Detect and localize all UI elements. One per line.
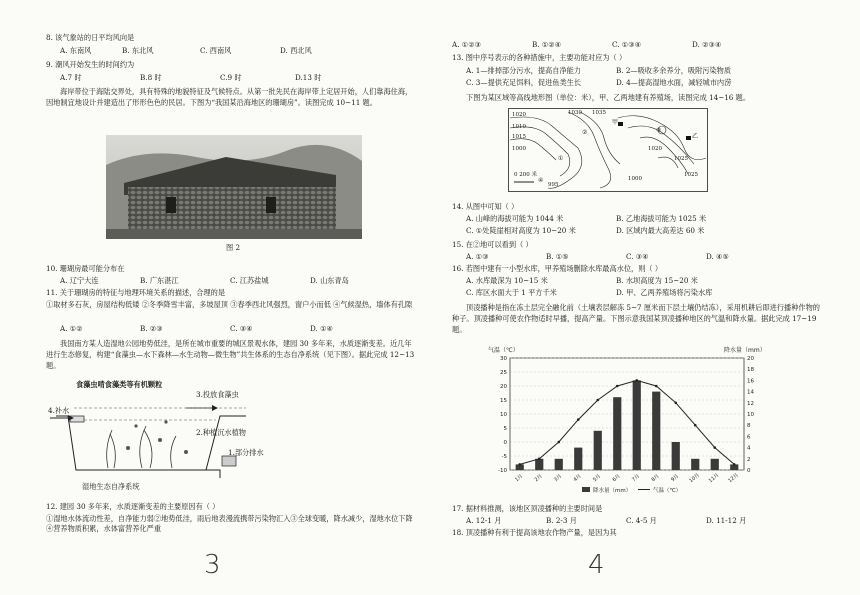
- chart-ytick-left: 30: [500, 356, 507, 362]
- q13-opt-b[interactable]: B. 2—吸收多余养分，吸附污染物质: [616, 66, 732, 75]
- contour-label-1015: 1015: [512, 134, 526, 140]
- chart-xtick: 6月: [611, 473, 622, 484]
- q13-opt-d[interactable]: D. 4—提高湿地水面，减轻城市内涝: [616, 78, 732, 87]
- q12-statements: ①湿地水体流动性差，自净能力弱②地势低洼，雨后地表漫流携带污染物汇入③全球变暖，降水减少，湿地水位下降④营养物质积累，水体富营养化严重: [46, 514, 413, 533]
- q16-stem: 16. 若图中建有一小型水库，甲养殖场删除水库最高水位，则（ ）: [452, 264, 663, 273]
- q14-opt-b[interactable]: B. 乙地海拔可能为 1025 米: [616, 214, 707, 223]
- passage-early-sowing: 顶凌播种是指在冻土层完全融化前（土壤表层解冻 5~7 厘米而下层土壤仍结冻），采用机耕后即进行播种作物的种子。顶凌播种可使农作物适时早播，提高产量。下图示意我国某顶凌播种地区的气温和降水量。据此完成 17~19 题。: [452, 303, 820, 334]
- chart-ytick-right: 8: [747, 423, 751, 430]
- q11-opt-c[interactable]: C. ③④: [230, 324, 253, 333]
- q17-opt-b[interactable]: B. 2-3 月: [546, 516, 577, 525]
- chart-xtick: 10月: [688, 472, 701, 485]
- q14-opt-a[interactable]: A. 山峰的海拔可能为 1044 米: [466, 214, 564, 223]
- precip-bar-2: [535, 459, 543, 470]
- q11-opt-a[interactable]: A. ①②: [60, 324, 83, 333]
- passage-coral-house: 海岸带位于海陆交界处，具有特殊的地貌特征及气候特点。从第一批先民在海岸带上定居开始，人们靠海住海，因地制宜地设计并建造出了形形色色的民居。下图为“我国某沿海地区的珊瑚房”。读图完成 10~11 题。: [46, 87, 413, 107]
- q16-opt-b[interactable]: B. 水坝高度为 15~20 米: [616, 276, 698, 285]
- q17-options: [466, 516, 826, 526]
- chart-xtick: 8月: [650, 473, 661, 484]
- chart-ylabel-right: 降水量（mm）: [724, 347, 766, 354]
- q16-opt-d[interactable]: D. 甲、乙两养殖场将污染水库: [616, 288, 713, 297]
- q14-stem: 14. 从图中可知（ ）: [452, 202, 519, 211]
- q12-stem: 12. 建园 30 多年来，水质逐渐变差的主要原因有（ ）: [46, 502, 220, 511]
- contour-label-1010: 1010: [512, 124, 526, 130]
- precip-bar-9: [672, 442, 680, 470]
- q16-opt-a[interactable]: A. 水库最深为 10~15 米: [466, 276, 548, 285]
- chart-ytick-right: 14: [747, 389, 754, 396]
- temperature-point-10: [694, 424, 697, 427]
- q15-opt-a[interactable]: A. ①③: [466, 252, 489, 261]
- chart-xtick: 5月: [592, 473, 603, 484]
- diagram-caption: 湿地生态自净系统: [82, 482, 140, 491]
- chart-ytick-left: 5: [503, 426, 507, 432]
- chart-ytick-right: 0: [747, 468, 751, 474]
- precip-bar-3: [555, 459, 563, 470]
- temperature-point-4: [577, 418, 580, 421]
- precip-bar-4: [574, 448, 582, 470]
- chart-ytick-left: 25: [500, 370, 507, 376]
- diagram-label-plant: 2.种植沉水植物: [196, 428, 246, 437]
- contour-label-site3: ③: [656, 127, 662, 134]
- chart-ytick-right: 2: [747, 456, 751, 463]
- chart-ytick-left: 20: [500, 384, 507, 390]
- precip-bar-8: [652, 392, 660, 470]
- q10-stem: 10. 珊瑚房最可能分布在: [46, 264, 125, 273]
- temperature-point-6: [616, 385, 619, 388]
- temperature-point-1: [518, 463, 521, 466]
- legend-precip-label: 降水量（mm）: [593, 488, 632, 494]
- contour-label-1025b: 1025: [684, 172, 698, 178]
- q10-opt-c[interactable]: C. 江苏盐城: [230, 276, 269, 285]
- q10-opt-d[interactable]: D. 山东青岛: [310, 276, 349, 285]
- diagram-label-feed: 食藻虫啃食藻类等有机颗粒: [76, 380, 163, 389]
- q8-stem: 8. 该气象站的日平均风向是: [46, 33, 135, 42]
- q15-opt-b[interactable]: B. ①⑤: [546, 252, 569, 261]
- chart-ytick-left: -5: [501, 454, 507, 460]
- diagram-label-drain: 1.部分排水: [228, 448, 264, 457]
- chart-ytick-right: 20: [747, 356, 754, 362]
- temperature-point-3: [557, 441, 560, 444]
- photo-caption: 图 2: [226, 243, 241, 252]
- q9-opt-c[interactable]: C.9 时: [220, 73, 242, 82]
- map-scale: 0 200 米: [514, 172, 537, 178]
- temperature-point-5: [596, 399, 599, 402]
- chart-ytick-right: 6: [747, 434, 751, 441]
- q9-stem: 9. 潮风开始发生的时间约为: [46, 60, 135, 69]
- precip-bar-5: [594, 431, 602, 470]
- temperature-line: [520, 380, 735, 464]
- q14-opt-c[interactable]: C. ①处陡崖相对高度为 10~20 米: [466, 226, 576, 235]
- chart-xtick: 9月: [670, 473, 681, 484]
- q8-opt-a[interactable]: A. 东南风: [60, 46, 92, 55]
- passage-wetland: 我国南方某人造湿地公园地势低洼，是所在城市重要的城区景观水体，建园 30 多年来，水质逐渐变差。近几年进行生态修复，构建“食藻虫—水下森林—水生动物—微生物”共生体系的生态自净系统（见下图）。据此完成 12~13 题。: [46, 339, 415, 370]
- wetland-diagram: [46, 378, 286, 478]
- q8-opt-b[interactable]: B. 东北风: [122, 46, 154, 55]
- chart-ytick-left: 10: [500, 412, 507, 418]
- q13-opt-c[interactable]: C. 3—提供充足饵料，促进鱼类生长: [466, 78, 582, 87]
- q17-stem: 17. 据材料推测，该地区顶凌播种的主要时间是: [452, 504, 603, 513]
- q17-opt-d[interactable]: D. 11-12 月: [706, 516, 747, 525]
- contour-label-1020b: 1020: [648, 146, 662, 152]
- q13-options: [466, 66, 826, 88]
- passage-contour: 下图为某区域等高线地形图（单位：米），甲、乙两地建有养殖场，读图完成 14~16 题。: [466, 93, 751, 102]
- chart-xtick: 2月: [533, 473, 544, 484]
- chart-xtick: 7月: [631, 473, 642, 484]
- coral-house-photo: [106, 135, 362, 239]
- chart-ytick-right: 18: [747, 367, 754, 374]
- chart-ytick-left: -10: [498, 468, 507, 474]
- temperature-point-9: [674, 402, 677, 405]
- q14-options: [466, 214, 826, 236]
- contour-label-1000b: 1000: [628, 176, 642, 182]
- q11-opt-b[interactable]: B. ②③: [140, 324, 163, 333]
- page-number-right: 4: [588, 550, 605, 580]
- q14-opt-d[interactable]: D. 区域内最大高差达 60 米: [616, 226, 705, 235]
- q12-opt-b[interactable]: B. ①②④: [532, 40, 562, 49]
- page-number-left: 3: [204, 550, 221, 580]
- contour-label-1030: 1030: [568, 110, 582, 116]
- precip-bar-11: [711, 459, 719, 470]
- chart-ytick-right: 4: [747, 445, 751, 452]
- q15-stem: 15. 在②地可以看到（ ）: [452, 240, 533, 249]
- q17-opt-a[interactable]: A. 12-1 月: [466, 516, 502, 525]
- contour-label-site4: ④: [538, 177, 544, 184]
- chart-xtick: 3月: [553, 473, 564, 484]
- contour-label-1035: 1035: [592, 110, 606, 116]
- precip-bar-7: [633, 380, 641, 470]
- q11-stem: 11. 关于珊瑚房的特征与地理环境关系的描述，合理的是: [46, 288, 226, 297]
- legend-precip-swatch: [582, 487, 590, 492]
- chart-xtick: 4月: [572, 473, 583, 484]
- q12-options: [452, 40, 822, 50]
- q11-statements: ①取材多石灰，房屋结构低矮 ②冬季降雪丰富，多坡屋顶 ③春季西北风强烈，窗户小而低 ④气候湿热，墙体有孔隙: [46, 300, 413, 309]
- chart-ytick-right: 16: [747, 378, 754, 385]
- chart-xtick: 11月: [707, 472, 721, 485]
- temperature-point-7: [635, 379, 638, 382]
- q8-opt-d[interactable]: D. 西北风: [280, 46, 312, 55]
- diagram-label-water: 4.补水: [48, 406, 70, 415]
- q9-opt-a[interactable]: A.7 时: [60, 73, 82, 82]
- precip-bar-6: [613, 397, 621, 470]
- contour-map: [508, 108, 708, 192]
- q9-opt-d[interactable]: D.13 时: [295, 73, 322, 82]
- contour-label-site2: ②: [582, 129, 588, 136]
- temperature-point-2: [538, 458, 541, 461]
- q10-opt-a[interactable]: A. 辽宁大连: [60, 276, 99, 285]
- q9-opt-b[interactable]: B.8 时: [140, 73, 162, 82]
- q12-opt-d[interactable]: D. ②③④: [692, 40, 722, 49]
- q10-opt-b[interactable]: B. 广东湛江: [140, 276, 179, 285]
- q12-opt-c[interactable]: C. ①③④: [612, 40, 642, 49]
- chart-ytick-right: 12: [747, 400, 754, 407]
- contour-label-995: 995: [548, 182, 559, 188]
- chart-ytick-left: 0: [503, 440, 507, 446]
- q13-opt-a[interactable]: A. 1—排掉部分污水，提高自净能力: [466, 66, 581, 75]
- contour-label-jia: 甲: [612, 119, 619, 126]
- chart-ytick-left: 15: [500, 398, 507, 404]
- diagram-label-release: 3.投放食藻虫: [196, 390, 239, 399]
- q15-options: [466, 252, 826, 262]
- contour-label-1000a: 1000: [512, 146, 526, 152]
- chart-xtick: 12月: [727, 472, 740, 485]
- q18-stem: 18. 顶凌播种有利于提高该地农作物产量，是因为其: [452, 528, 617, 537]
- temperature-point-11: [713, 446, 716, 449]
- q11-options: [60, 324, 400, 334]
- contour-label-1025a: 1025: [674, 156, 688, 162]
- q12-opt-a[interactable]: A. ①②③: [452, 40, 482, 49]
- legend-temp-label: 气温（℃）: [653, 488, 682, 494]
- q11-opt-d[interactable]: D. ①④: [310, 324, 333, 333]
- climate-chart: [482, 342, 772, 500]
- chart-ytick-right: 10: [747, 412, 754, 418]
- precip-bar-10: [691, 459, 699, 470]
- q13-stem: 13. 图中序号表示的各种措施中，主要功能对应为（ ）: [452, 53, 627, 62]
- q15-opt-c[interactable]: C. ③④: [626, 252, 649, 261]
- q16-options: [466, 276, 826, 298]
- temperature-point-8: [655, 385, 658, 388]
- q8-opt-c[interactable]: C. 西南风: [200, 46, 232, 55]
- q17-opt-c[interactable]: C. 4-5 月: [626, 516, 657, 525]
- q16-opt-c[interactable]: C. 库区水面大于 1 平方千米: [466, 288, 557, 297]
- temperature-point-12: [733, 463, 736, 466]
- contour-label-yi: 乙: [692, 133, 699, 140]
- q15-opt-d[interactable]: D. ④⑤: [706, 252, 729, 261]
- chart-ylabel-left: 气温（℃）: [488, 347, 519, 354]
- q10-options: [60, 276, 400, 286]
- q8-options: [60, 46, 360, 56]
- contour-label-site1: ①: [558, 155, 564, 162]
- chart-xtick: 1月: [514, 473, 525, 484]
- contour-label-1020a: 1020: [512, 112, 526, 118]
- q9-options: [60, 73, 360, 83]
